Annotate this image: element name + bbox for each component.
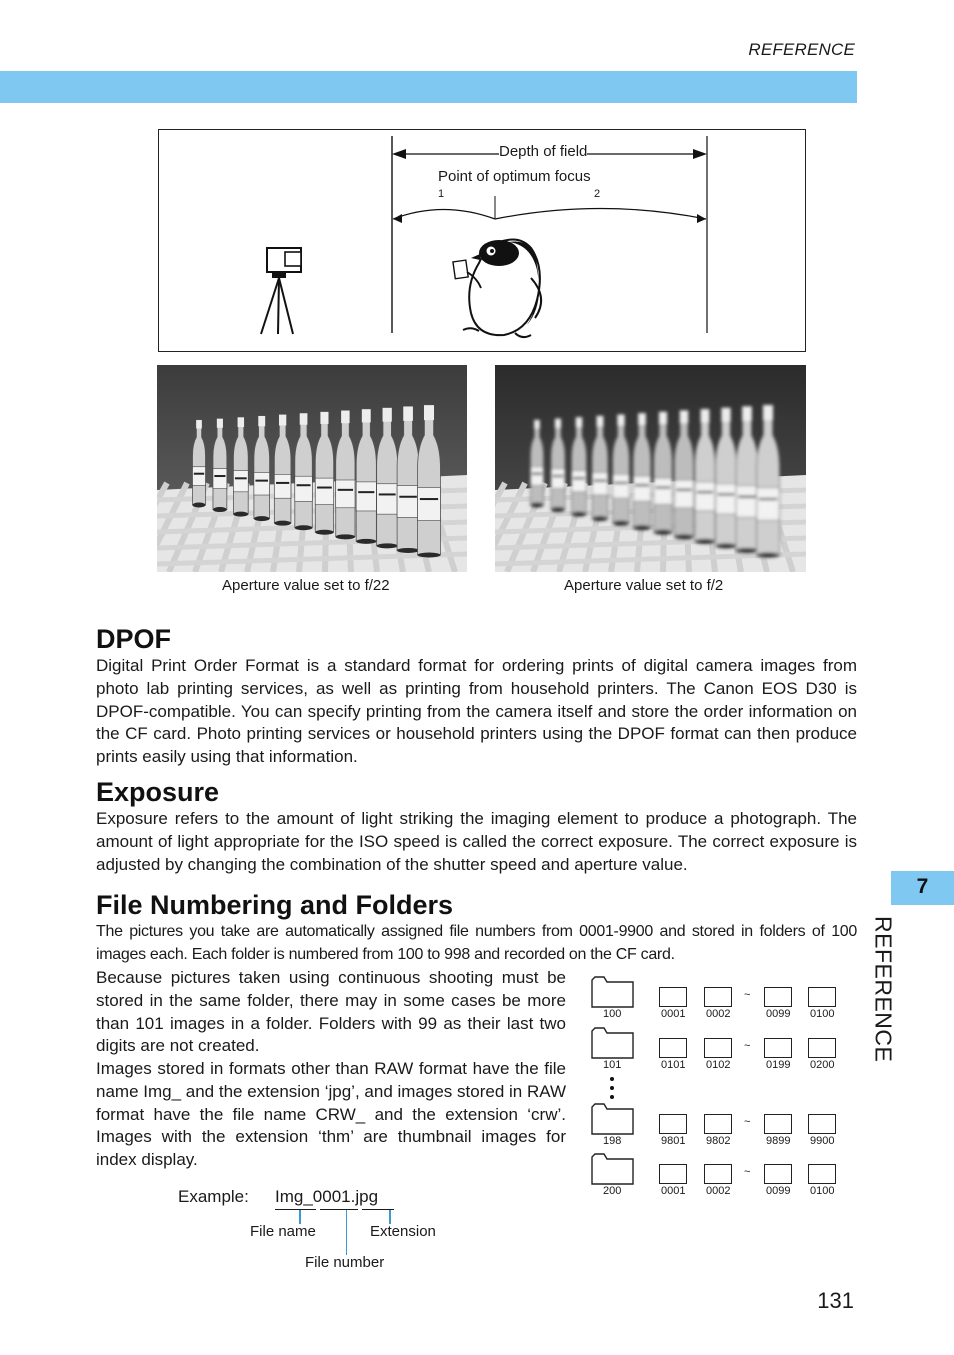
photo-f22 <box>157 365 467 572</box>
photo-f2 <box>495 365 806 572</box>
file-icon <box>764 1164 792 1184</box>
file-icon <box>704 1114 732 1134</box>
bottles-blurred-image <box>495 365 806 572</box>
extension-caption: Extension <box>370 1223 436 1240</box>
photo-f22-caption: Aperture value set to f/22 <box>222 577 390 594</box>
folder-number-label: 101 <box>603 1059 622 1071</box>
file-number-caption: File number <box>305 1254 385 1271</box>
file-icon <box>659 1114 687 1134</box>
file-number-underline <box>320 1209 358 1210</box>
bottles-sharp-image <box>157 365 467 572</box>
file-icon <box>808 1038 836 1058</box>
photo-f2-caption: Aperture value set to f/2 <box>564 577 724 594</box>
penguin-icon <box>453 239 541 337</box>
folder-number-label: 200 <box>603 1185 622 1197</box>
file-icon <box>808 987 836 1007</box>
range-tilde: ~ <box>744 1166 751 1178</box>
folder-number-label: 100 <box>603 1008 622 1020</box>
optimum-focus-label: Point of optimum focus <box>438 168 591 185</box>
file-number-label: 0101 <box>661 1059 686 1071</box>
chapter-tab <box>891 871 954 905</box>
file-icon <box>659 1164 687 1184</box>
file-number-label: 0001 <box>661 1185 686 1197</box>
file-name-caption: File name <box>250 1223 316 1240</box>
range-1-label: 1 <box>438 188 445 200</box>
file-number-label: 9899 <box>766 1135 791 1147</box>
continuation-dot <box>610 1095 614 1099</box>
folder-icon <box>591 976 634 1008</box>
file-number-label: 0099 <box>766 1008 791 1020</box>
file-number-label: 0100 <box>810 1185 835 1197</box>
file-number-label: 9801 <box>661 1135 686 1147</box>
file-number-label: 0002 <box>706 1185 731 1197</box>
file-number-label: 0100 <box>810 1008 835 1020</box>
chapter-number: 7 <box>916 875 929 898</box>
depth-of-field-diagram <box>158 129 806 352</box>
range-tilde: ~ <box>744 1040 751 1052</box>
file-name-underline <box>275 1209 316 1210</box>
file-icon <box>764 987 792 1007</box>
file-icon <box>764 1114 792 1134</box>
continuation-dot <box>610 1086 614 1090</box>
folder-icon <box>591 1103 634 1135</box>
file-number-label: 9802 <box>706 1135 731 1147</box>
page-number: 131 <box>817 1288 854 1313</box>
extension-pointer <box>389 1210 391 1224</box>
file-icon <box>808 1164 836 1184</box>
camera-on-tripod-icon <box>261 248 301 334</box>
chapter-side-title: REFERENCE <box>870 916 897 1063</box>
range-tilde: ~ <box>744 1116 751 1128</box>
file-name-pointer <box>299 1210 301 1224</box>
file-numbering-intro: The pictures you take are automatically assigned file numbers from 0001-9900 and stored in folders of 100 images each. Each folder is numbered from 100 to 998 and recorded on the CF card. <box>96 923 857 963</box>
file-icon <box>659 987 687 1007</box>
folder-number-label: 198 <box>603 1135 622 1147</box>
depth-of-field-label: Depth of field <box>499 143 588 160</box>
file-numbering-para2: Because pictures taken using continuous shooting must be stored in the same folder, there may in some cases be more than 101 images in a folder. Folders with 99 as their last two digits are not created. <box>96 968 566 1056</box>
file-numbering-para3: Images stored in formats other than RAW format have the file name Img_ and the extension ‘jpg’, and images stored in RAW format have the file name CRW_ and the extension ‘crw’. Images with the extension ‘thm’ are thumbnail images for index display. <box>96 1059 566 1170</box>
file-icon <box>808 1114 836 1134</box>
file-icon <box>704 1038 732 1058</box>
running-head: REFERENCE <box>748 40 855 59</box>
range-2-label: 2 <box>594 188 601 200</box>
file-number-label: 0002 <box>706 1008 731 1020</box>
file-icon <box>704 987 732 1007</box>
dof-illustration <box>159 130 807 353</box>
range-tilde: ~ <box>744 989 751 1001</box>
file-icon <box>659 1038 687 1058</box>
file-number-label: 0200 <box>810 1059 835 1071</box>
file-number-pointer <box>346 1210 347 1255</box>
file-number-label: 0001 <box>661 1008 686 1020</box>
exposure-heading: Exposure <box>96 777 220 807</box>
file-icon <box>764 1038 792 1058</box>
file-number-label: 0102 <box>706 1059 731 1071</box>
file-icon <box>704 1164 732 1184</box>
dpof-body: Digital Print Order Format is a standard format for ordering prints of digital camera images from photo lab printing services, as well as printing from household printers. The Canon EOS D30 is DPOF-compatible. You can specify printing from the camera itself and store the order information on the CF card. Photo printing services or household printers using the DPOF format can then produce prints easily using that information. <box>96 656 857 767</box>
folder-icon <box>591 1027 634 1059</box>
file-numbering-heading: File Numbering and Folders <box>96 890 454 920</box>
dpof-heading: DPOF <box>96 624 172 654</box>
file-number-label: 0199 <box>766 1059 791 1071</box>
example-label: Example: <box>178 1187 249 1206</box>
example-filename: Img_0001.jpg <box>275 1187 379 1206</box>
file-number-label: 0099 <box>766 1185 791 1197</box>
exposure-body: Exposure refers to the amount of light striking the imaging element to produce a photograph. The amount of light appropriate for the ISO speed is called the correct exposure. The correct exposure is adjusted by changing the combination of the shutter speed and aperture value. <box>96 809 857 874</box>
file-number-label: 9900 <box>810 1135 835 1147</box>
header-color-bar <box>0 71 857 103</box>
folder-icon <box>591 1153 634 1185</box>
continuation-dot <box>610 1077 614 1081</box>
